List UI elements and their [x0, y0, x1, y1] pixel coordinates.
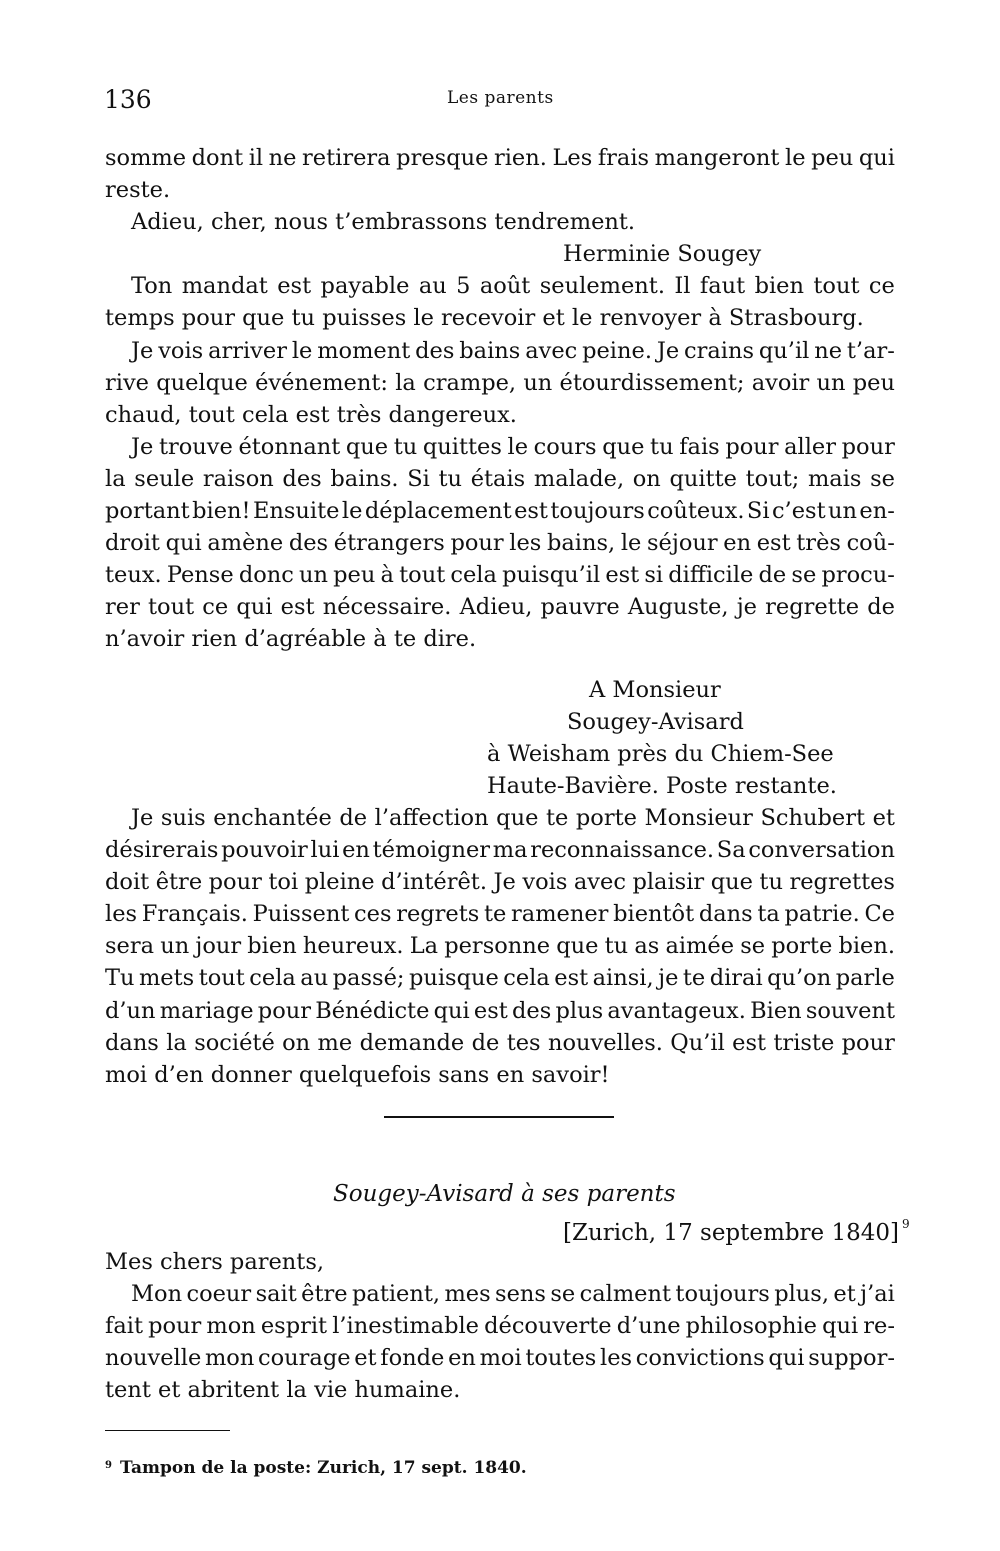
text-line: Ton mandat est payable au 5 août seulement. Il faut bien tout ce: [131, 273, 895, 300]
text-line: nouvelle mon courage et fonde en moi toutes les convictions qui suppor-: [105, 1345, 895, 1372]
letter-dateline: [563, 1217, 910, 1246]
letter-1-body: [105, 142, 895, 656]
text-line: sera un jour bien heureux. La personne que tu as aimée se porte bien.: [105, 933, 895, 960]
address-line: Haute-Bavière. Poste restante.: [487, 773, 837, 800]
letter-3-body: [105, 1246, 895, 1406]
text-line: rive quelque événement: la crampe, un étourdissement; avoir un peu: [105, 369, 895, 396]
text-line: Mon coeur sait être patient, mes sens se calment toujours plus, et j’ai: [131, 1281, 895, 1308]
address-block: [105, 674, 895, 802]
text-line: temps pour que tu puisses le recevoir et le renvoyer à Strasbourg.: [105, 305, 864, 332]
text-line: d’un mariage pour Bénédicte qui est des plus avantageux. Bien souvent: [105, 997, 895, 1024]
text-line: la seule raison des bains. Si tu étais malade, on quitte tout; mais se: [105, 465, 895, 492]
section-divider: [384, 1116, 614, 1118]
address-line: Sougey-Avisard: [567, 709, 744, 736]
footnote-marker: 9: [105, 1460, 112, 1471]
page-number: 136: [104, 85, 152, 114]
running-title: Les parents: [447, 88, 554, 108]
text-line: Je vois arriver le moment des bains avec peine. Je crains qu’il ne t’ar-: [131, 337, 895, 364]
text-line: les Français. Puissent ces regrets te ramener bientôt dans ta patrie. Ce: [105, 901, 895, 928]
letter-2-body: [105, 802, 895, 1091]
text-line: somme dont il ne retirera presque rien. Les frais mangeront le peu qui: [105, 145, 895, 171]
text-line: désirerais pouvoir lui en témoigner ma reconnaissance. Sa conversation: [105, 837, 895, 864]
text-line: dans la société on me demande de tes nouvelles. Qu’il est triste pour: [105, 1029, 895, 1056]
text-line: moi d’en donner quelquefois sans en savoir!: [105, 1061, 610, 1088]
text-line: Je suis enchantée de l’affection que te porte Monsieur Schubert et: [131, 805, 895, 831]
text-line: rer tout ce qui est nécessaire. Adieu, pauvre Auguste, je regrette de: [105, 594, 895, 621]
text-line: Je trouve étonnant que tu quittes le cours que tu fais pour aller pour: [131, 433, 895, 460]
footnote-rule: [105, 1430, 230, 1431]
footnote: [105, 1458, 527, 1478]
text-line: Tu mets tout cela au passé; puisque cela est ainsi, je te dirai qu’on parle: [105, 965, 895, 992]
text-line: chaud, tout cela est très dangereux.: [105, 401, 517, 428]
text-line: reste.: [105, 177, 171, 204]
footnote-text: Tampon de la poste: Zurich, 17 sept. 1840.: [119, 1458, 527, 1478]
signature: Herminie Sougey: [563, 241, 762, 268]
footnote-reference: 9: [901, 1217, 910, 1231]
address-line: à Weisham près du Chiem-See: [487, 741, 834, 768]
text-line: n’avoir rien d’agréable à te dire.: [105, 626, 477, 653]
text-line: portant bien! Ensuite le déplacement est toujours coûteux. Si c’est un en-: [105, 498, 895, 525]
text-line: droit qui amène des étrangers pour les bains, le séjour en est très coû-: [105, 530, 895, 557]
address-line: A Monsieur: [589, 677, 721, 703]
letter-heading: Sougey-Avisard à ses parents: [333, 1181, 676, 1207]
text-line: doit être pour toi pleine d’intérêt. Je vois avec plaisir que tu regrettes: [105, 869, 895, 896]
text-line: teux. Pense donc un peu à tout cela puisqu’il est si difficile de se procu-: [105, 562, 895, 589]
text-line: fait pour mon esprit l’inestimable découverte d’une philosophie qui re-: [105, 1313, 895, 1340]
text-line: Adieu, cher, nous t’embrassons tendrement.: [131, 209, 636, 236]
text-line: tent et abritent la vie humaine.: [105, 1377, 461, 1404]
salutation: Mes chers parents,: [105, 1249, 325, 1275]
dateline-text: [Zurich, 17 septembre 1840]: [563, 1220, 899, 1246]
